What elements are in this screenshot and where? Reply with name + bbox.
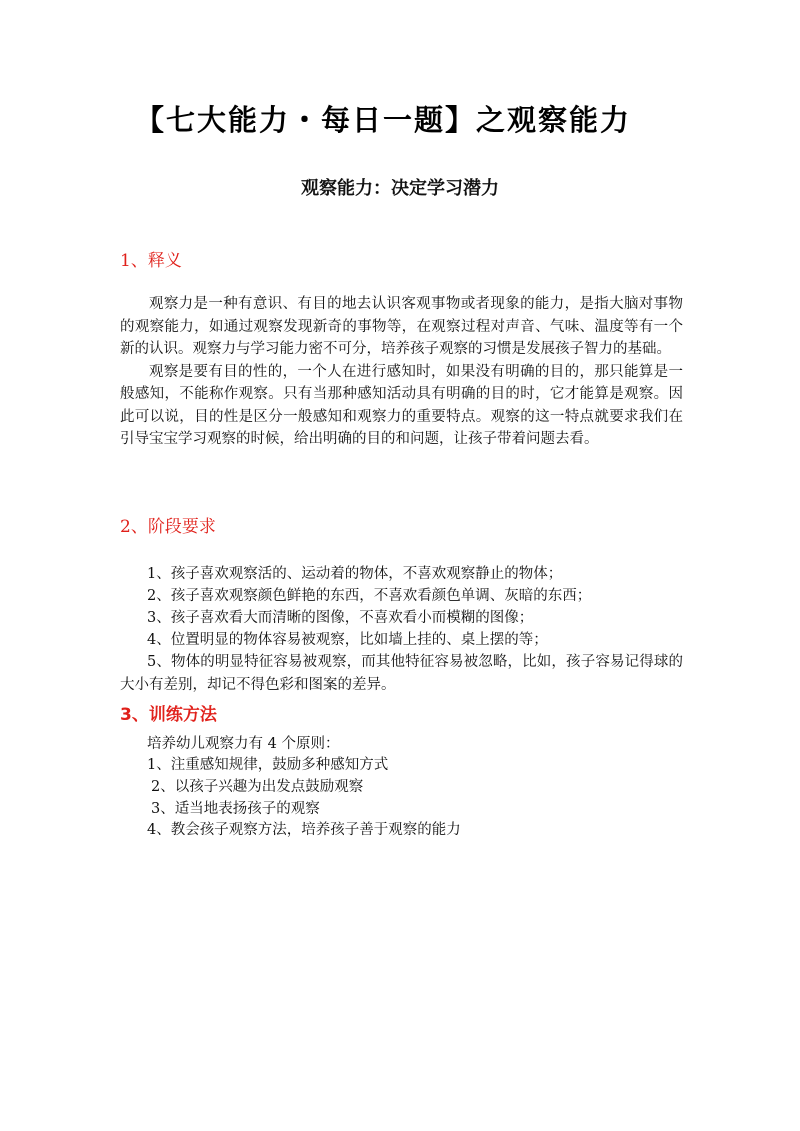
section-3-item-4: 4、教会孩子观察方法，培养孩子善于观察的能力 (147, 822, 461, 838)
section-2-item-5: 5、物体的明显特征容易被观察，而其他特征容易被忽略，比如，孩子容易记得球的大小有差别，却记不得色彩和图案的差异。 (120, 654, 683, 693)
section-2-item-3: 3、孩子喜欢看大而清晰的图像，不喜欢看小而模糊的图像； (147, 610, 534, 626)
section-2-item-2: 2、孩子喜欢观察颜色鲜艳的东西，不喜欢看颜色单调、灰暗的东西； (147, 588, 592, 604)
section-3-intro: 培养幼儿观察力有 4 个原则： (147, 736, 340, 752)
section-1-body (120, 293, 683, 451)
section-1-paragraph-2: 观察是要有目的性的，一个人在进行感知时，如果没有明确的目的，那只能算是一般感知，不能称作观察。只有当那种感知活动具有明确的目的时，它才能算是观察。因此可以说，目的性是区分一般感知和观察力的重要特点。观察的这一特点就要求我们在引导宝宝学习观察的时候，给出明确的目的和问题，让孩子带着问题去看。 (120, 363, 683, 447)
section-1-heading: 1、释义 (120, 251, 182, 271)
document-title: 【七大能力・每日一题】之观察能力 (135, 103, 632, 137)
section-1-paragraph-1: 观察力是一种有意识、有目的地去认识客观事物或者现象的能力，是指大脑对事物的观察能力，如通过观察发现新奇的事物等，在观察过程对声音、气味、温度等有一个新的认识。观察力与学习能力密不可分，培养孩子观察的习惯是发展孩子智力的基础。 (120, 296, 683, 357)
section-3-heading: 3、训练方法 (120, 705, 217, 725)
section-2-heading: 2、阶段要求 (120, 517, 216, 537)
document-subtitle: 观察能力：决定学习潜力 (301, 178, 499, 199)
section-3-item-1: 1、注重感知规律，鼓励多种感知方式 (147, 757, 389, 773)
section-3-item-2: 2、以孩子兴趣为出发点鼓励观察 (151, 779, 364, 795)
section-2-item-1: 1、孩子喜欢观察活的、运动着的物体，不喜欢观察静止的物体； (147, 566, 563, 582)
section-2-item-4: 4、位置明显的物体容易被观察，比如墙上挂的、桌上摆的等； (147, 632, 548, 648)
section-3-item-3: 3、适当地表扬孩子的观察 (151, 801, 320, 817)
